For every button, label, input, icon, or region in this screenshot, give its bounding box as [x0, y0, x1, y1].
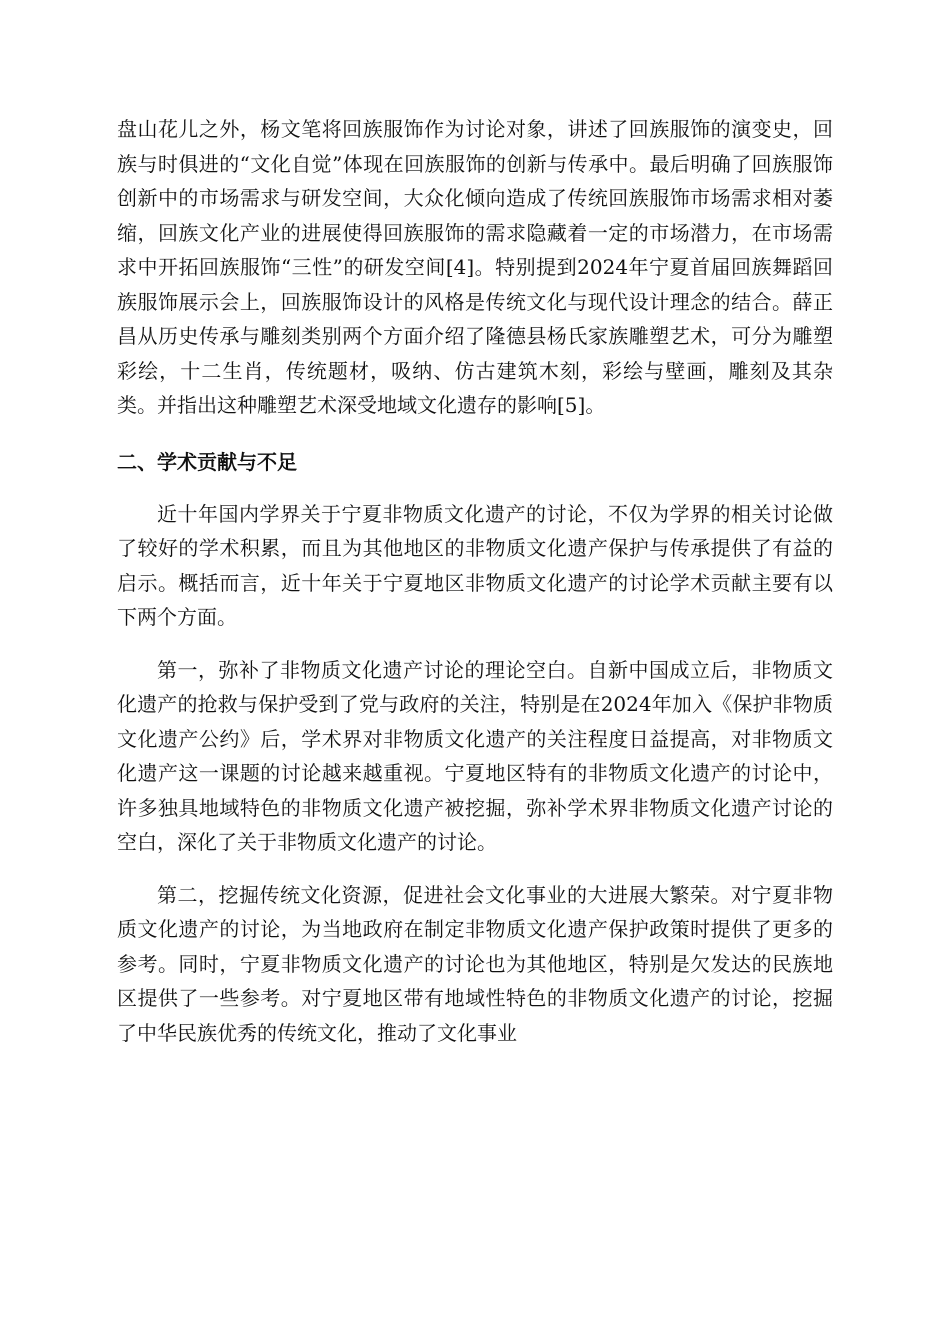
- paragraph-second-point: 第二，挖掘传统文化资源，促进社会文化事业的大进展大繁荣。对宁夏非物质文化遗产的讨论，为当地政府在制定非物质文化遗产保护政策时提供了更多的参考。同时，宁夏非物质文化遗产的讨论也为其他地区，特别是欠发达的民族地区提供了一些参考。对宁夏地区带有地域性特色的非物质文化遗产的讨论，挖掘了中华民族优秀的传统文化，推动了文化事业: [117, 882, 833, 1045]
- paragraph-first-point: 第一，弥补了非物质文化遗产讨论的理论空白。自新中国成立后，非物质文化遗产的抢救与保护受到了党与政府的关注，特别是在2024年加入《保护非物质文化遗产公约》后，学术界对非物质文化遗产的关注程度日益提高，对非物质文化遗产这一课题的讨论越来越重视。宁夏地区特有的非物质文化遗产的讨论中，许多独具地域特色的非物质文化遗产被挖掘，弥补学术界非物质文化遗产讨论的空白，深化了关于非物质文化遗产的讨论。: [117, 657, 833, 854]
- paragraph-intro: 近十年国内学界关于宁夏非物质文化遗产的讨论，不仅为学界的相关讨论做了较好的学术积累，而且为其他地区的非物质文化遗产保护与传承提供了有益的启示。概括而言，近十年关于宁夏地区非物质文化遗产的讨论学术贡献主要有以下两个方面。: [117, 501, 833, 629]
- paragraph-continued: 盘山花儿之外，杨文笔将回族服饰作为讨论对象，讲述了回族服饰的演变史，回族与时俱进的“文化自觉”体现在回族服饰的创新与传承中。最后明确了回族服饰创新中的市场需求与研发空间，大众化倾向造成了传统回族服饰市场需求相对萎缩，回族文化产业的进展使得回族服饰的需求隐藏着一定的市场潜力，在市场需求中开拓回族服饰“三性”的研发空间[4]。特别提到2024年宁夏首届回族舞蹈回族服饰展示会上，回族服饰设计的风格是传统文化与现代设计理念的结合。薛正昌从历史传承与雕刻类别两个方面介绍了隆德县杨氏家族雕塑艺术，可分为雕塑彩绘，十二生肖，传统题材，吸纳、仿古建筑木刻，彩绘与壁画，雕刻及其杂类。并指出这种雕塑艺术深受地域文化遗存的影响[5]。: [117, 117, 833, 417]
- section-body: [117, 497, 833, 1051]
- section-heading: 二、学术贡献与不足: [117, 449, 297, 474]
- document-body: [117, 112, 833, 1050]
